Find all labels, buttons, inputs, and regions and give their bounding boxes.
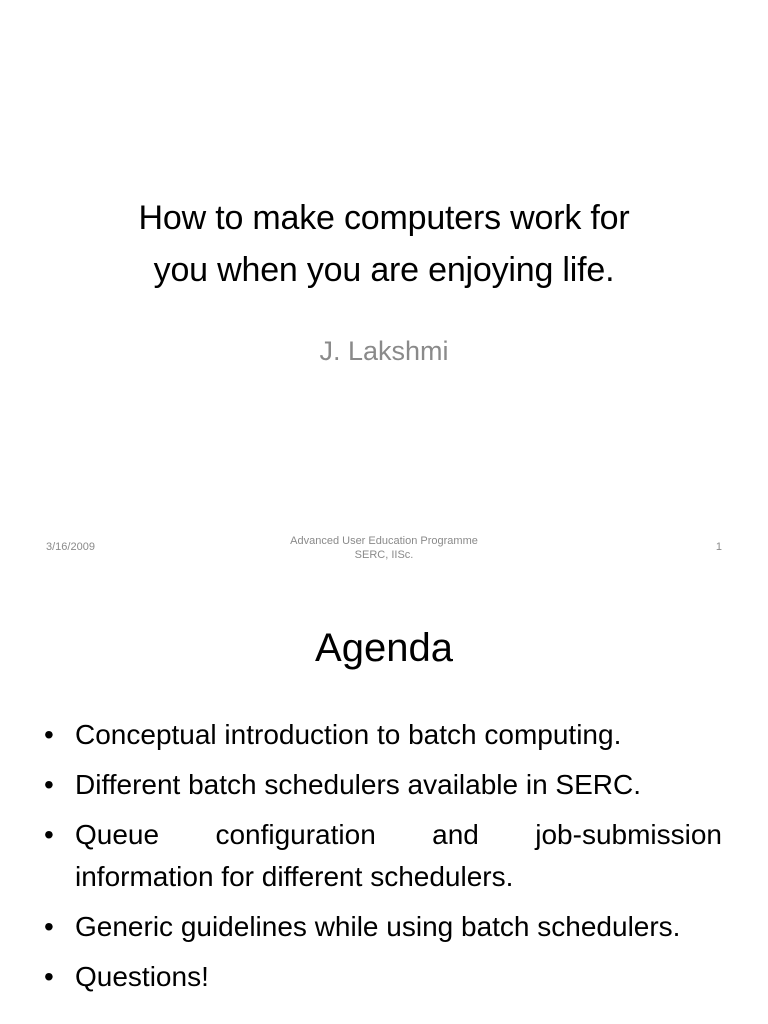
list-item: [44, 764, 722, 806]
list-item: [44, 906, 722, 948]
agenda-bullet-list: [44, 714, 722, 1006]
bullet-icon: •: [44, 769, 54, 800]
footer-program: [234, 534, 534, 562]
bullet-icon: •: [44, 961, 54, 992]
agenda-slide: [0, 576, 768, 1024]
list-item: [44, 814, 722, 898]
list-item: [44, 714, 722, 756]
slide-title-line-1: How to make computers work for: [138, 199, 630, 237]
bullet-text: Different batch schedulers available in SERC.: [75, 769, 642, 800]
list-item: [44, 956, 722, 998]
footer-date: 3/16/2009: [46, 541, 95, 553]
bullet-text: Conceptual introduction to batch computing.: [75, 719, 622, 750]
bullet-text: Queue configuration and job-submission information for different schedulers.: [75, 819, 722, 892]
bullet-text: Questions!: [75, 961, 209, 992]
footer-program-line-1: Advanced User Education Programme: [290, 535, 478, 547]
slide-title: [60, 192, 708, 296]
bullet-text: Generic guidelines while using batch schedulers.: [75, 911, 681, 942]
bullet-icon: •: [44, 911, 54, 942]
footer-program-line-2: SERC, IISc.: [354, 549, 414, 561]
footer-page-number: 1: [715, 541, 722, 553]
slide-title-line-2: you when you are enjoying life.: [153, 251, 615, 289]
bullet-icon: •: [44, 819, 54, 850]
bullet-icon: •: [44, 719, 54, 750]
author-subtitle: J. Lakshmi: [319, 336, 449, 366]
agenda-title: Agenda: [315, 626, 453, 670]
